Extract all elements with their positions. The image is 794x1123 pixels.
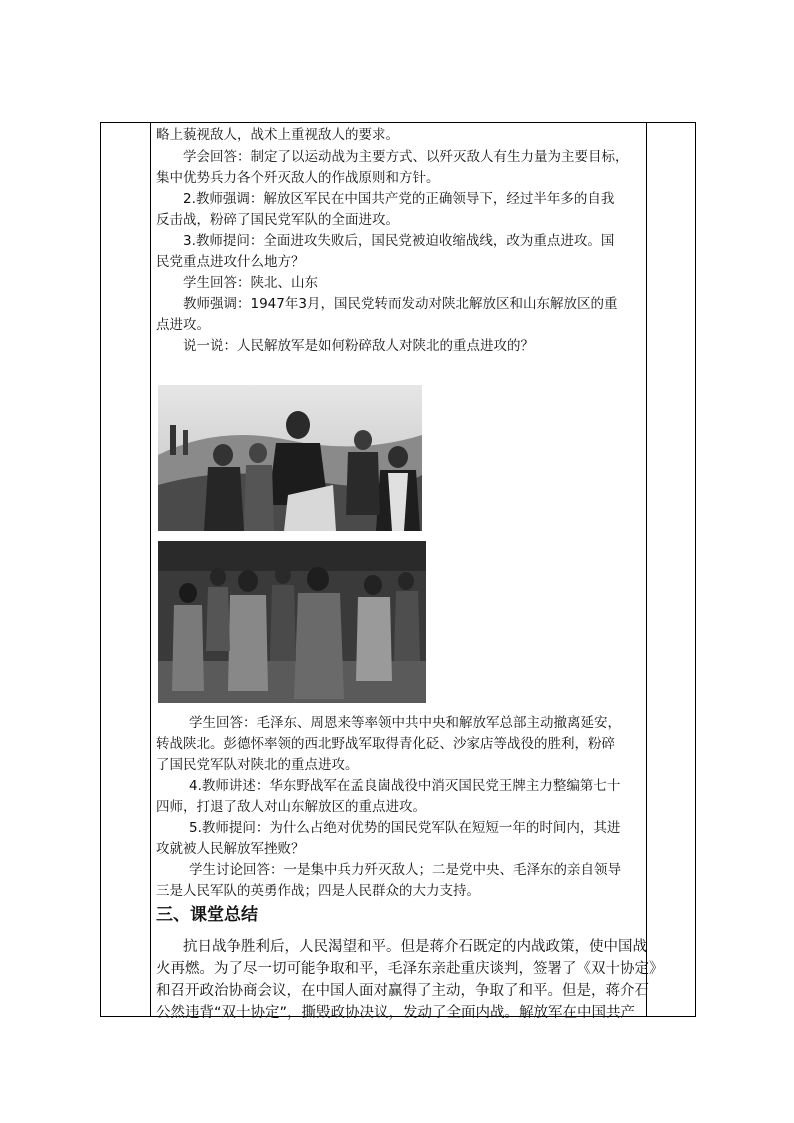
text-line: 略上藐视敌人，战术上重视敌人的要求。 bbox=[156, 127, 399, 143]
text-line: 点进攻。 bbox=[156, 317, 210, 333]
section-heading: 三、课堂总结 bbox=[156, 905, 258, 925]
text-line: 学生讨论回答：一是集中兵力歼灭敌人；二是党中央、毛泽东的亲自领导 bbox=[189, 862, 621, 878]
text-line: 学生回答：陕北、山东 bbox=[183, 275, 318, 291]
summary-line: 公然违背“双十协定”，撕毁政协决议，发动了全面内战。解放军在中国共产 bbox=[156, 1005, 636, 1021]
text-line: 转战陕北。彭德怀率领的西北野战军取得青化砭、沙家店等战役的胜利，粉碎 bbox=[156, 736, 615, 752]
text-line: 5.教师提问：为什么占绝对优势的国民党军队在短短一年的时间内，其进 bbox=[189, 820, 621, 836]
text-line: 攻就被人民解放军挫败？ bbox=[156, 841, 305, 857]
left-column-cell bbox=[101, 123, 151, 1016]
summary-line: 和召开政治协商会议，在中国人面对赢得了主动，争取了和平。但是，蒋介石 bbox=[156, 983, 649, 999]
historical-photo-group bbox=[158, 541, 426, 703]
text-line: 3.教师提问：全面进攻失败后，国民党被迫收缩战线，改为重点进攻。国 bbox=[183, 233, 615, 249]
text-line: 2.教师强调：解放区军民在中国共产党的正确领导下，经过半年多的自我 bbox=[183, 191, 615, 207]
text-line: 三是人民军队的英勇作战；四是人民群众的大力支持。 bbox=[156, 883, 480, 899]
text-line: 反击战，粉碎了国民党军队的全面进攻。 bbox=[156, 212, 399, 228]
right-column-cell bbox=[646, 123, 695, 1016]
text-line: 学生回答：毛泽东、周恩来等率领中共中央和解放军总部主动撤离延安， bbox=[189, 715, 621, 731]
text-line: 民党重点进攻什么地方？ bbox=[156, 254, 305, 270]
text-line: 4.教师讲述：华东野战军在孟良崮战役中消灭国民党王牌主力整编第七十 bbox=[189, 778, 621, 794]
text-line: 了国民党军队对陕北的重点进攻。 bbox=[156, 757, 359, 773]
summary-line: 火再燃。为了尽一切可能争取和平，毛泽东亲赴重庆谈判，签署了《双十协定》 bbox=[156, 961, 664, 977]
text-line: 集中优势兵力各个歼灭敌人的作战原则和方针。 bbox=[156, 170, 440, 186]
lesson-table bbox=[100, 122, 696, 1021]
text-line: 教师强调：1947年3月，国民党转而发动对陕北解放区和山东解放区的重 bbox=[183, 296, 618, 312]
historical-photo-march bbox=[158, 385, 422, 531]
text-line: 说一说：人民解放军是如何粉碎敌人对陕北的重点进攻的？ bbox=[183, 338, 534, 354]
text-line: 学会回答：制定了以运动战为主要方式、以歼灭敌人有生力量为主要目标， bbox=[183, 149, 629, 165]
summary-line: 抗日战争胜利后，人民渴望和平。但是蒋介石既定的内战政策，使中国战 bbox=[183, 939, 647, 955]
text-line: 四师，打退了敌人对山东解放区的重点进攻。 bbox=[156, 799, 426, 815]
